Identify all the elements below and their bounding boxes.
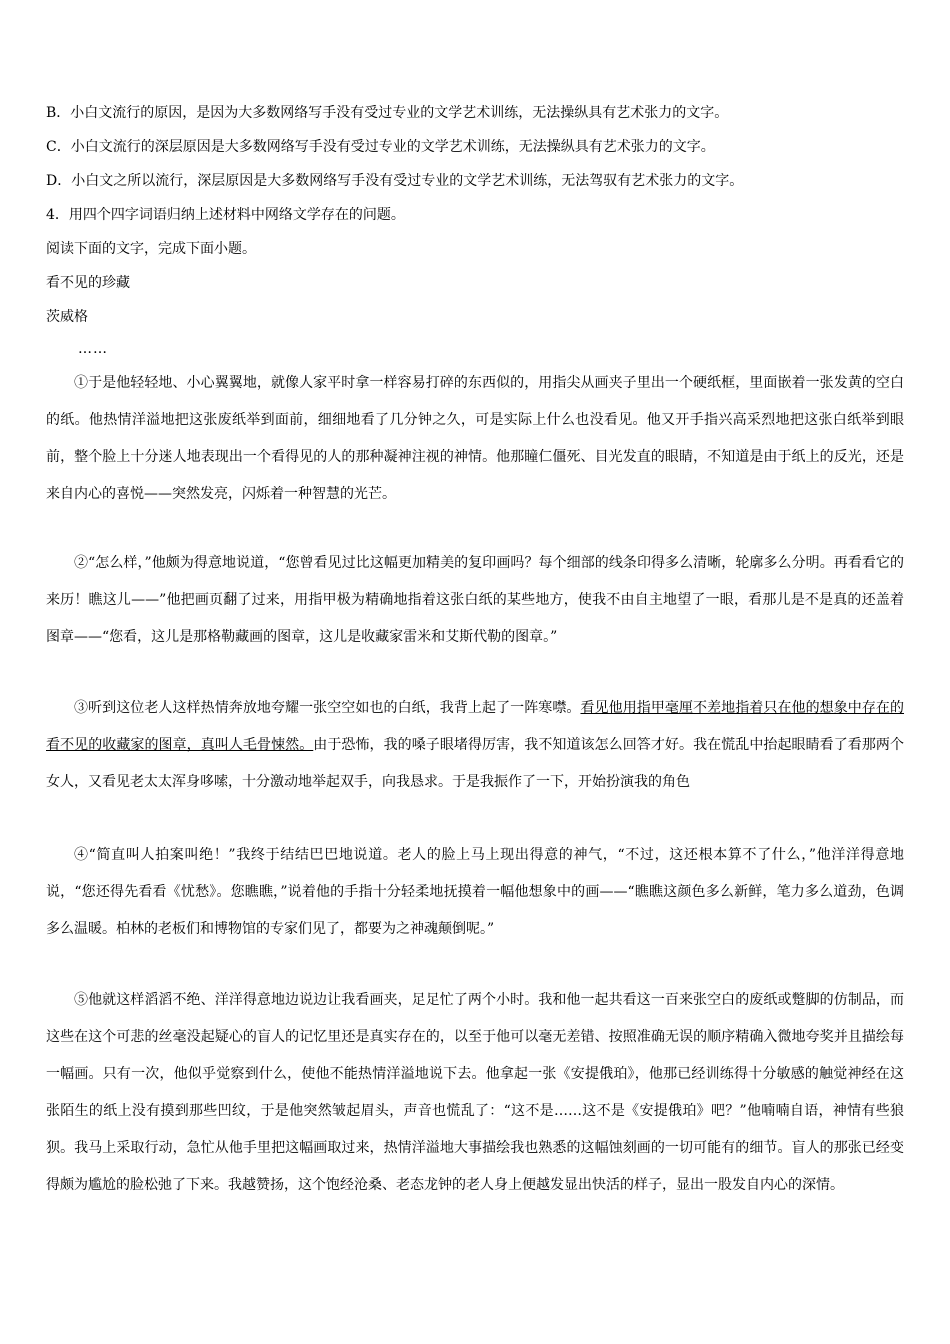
paragraph-3 [46,690,904,801]
article-author: 茨威格 [46,309,88,325]
option-c: C．小白文流行的深层原因是大多数网络写手没有受过专业的文学艺术训练，无法操纵具有艺术张力的文字。 [46,139,715,155]
article-title: 看不见的珍藏 [46,275,130,291]
paragraph-4: ④“简直叫人拍案叫绝！”我终于结结巴巴地说道。老人的脸上马上现出得意的神气，“不过，这还根本算不了什么，”他洋洋得意地说，“您还得先看看《忧愁》。您瞧瞧，”说着他的手指十分轻柔地抚摸着一幅他想象中的画——“瞧瞧这颜色多么新鲜，笔力多么道劲，色调多么温暖。柏林的老板们和博物馆的专家们见了，都要为之神魂颠倒呢。” [46,847,904,937]
underlined-sentence: 看见他用指甲毫厘不差地指着只在他的想象中存在的看不见的收藏家的图章，真叫人毛骨悚然。 [46,700,905,753]
article-ellipsis: …… [78,341,108,357]
paragraph-5: ⑤他就这样滔滔不绝、洋洋得意地边说边让我看画夹，足足忙了两个小时。我和他一起共看这一百来张空白的废纸或蹩脚的仿制品，而这些在这个可悲的丝毫没起疑心的盲人的记忆里还是真实存在的，以至于他可以毫无差错、按照准确无误的顺序精确入微地夸奖并且描绘每一幅画。只有一次，他似乎觉察到什么，使他不能热情洋溢地说下去。他拿起一张《安提俄珀》，他那已经训练得十分敏感的触觉神经在这张陌生的纸上没有摸到那些凹纹，于是他突然皱起眉头，声音也慌乱了：“这不是……这不是《安提俄珀》吧？”他喃喃自语，神情有些狼狈。我马上采取行动，急忙从他手里把这幅画取过来，热情洋溢地大事描绘我也熟悉的这幅蚀刻画的一切可能有的细节。盲人的那张已经变得颇为尴尬的脸松弛了下来。我越赞扬，这个饱经沧桑、老态龙钟的老人身上便越发显出快活的样子，显出一股发自内心的深情。 [46,992,904,1193]
reading-instruction: 阅读下面的文字，完成下面小题。 [46,241,256,257]
paragraph-3-start: ③听到这位老人这样热情奔放地夸耀一张空空如也的白纸，我背上起了一阵寒噤。 [74,700,581,716]
option-b: B．小白文流行的原因，是因为大多数网络写手没有受过专业的文学艺术训练，无法操纵具有艺术张力的文字。 [46,105,729,121]
option-d: D．小白文之所以流行，深层原因是大多数网络写手没有受过专业的文学艺术训练，无法驾驭有艺术张力的文字。 [46,173,744,189]
paragraph-1: ①于是他轻轻地、小心翼翼地，就像人家平时拿一样容易打碎的东西似的，用指尖从画夹子里出一个硬纸框，里面嵌着一张发黄的空白的纸。他热情洋溢地把这张废纸举到面前，细细地看了几分钟之久，可是实际上什么也没看见。他又开手指兴高采烈地把这张白纸举到眼前，整个脸上十分迷人地表现出一个看得见的人的那种凝神注视的神情。他那瞳仁僵死、目光发直的眼睛，不知道是由于纸上的反光，还是来自内心的喜悦——突然发亮，闪烁着一种智慧的光芒。 [46,375,904,502]
question-4: 4．用四个四字词语归纳上述材料中网络文学存在的问题。 [46,207,405,223]
paragraph-2: ②“怎么样，”他颇为得意地说道，“您曾看见过比这幅更加精美的复印画吗？每个细部的线条印得多么清晰，轮廓多么分明。再看看它的来历！瞧这儿——”他把画页翻了过来，用指甲极为精确地指着这张白纸的某些地方，使我不由自主地望了一眼，看那儿是不是真的还盖着图章——“您看，这儿是那格勒藏画的图章，这儿是收藏家雷米和艾斯代勒的图章。” [46,555,904,645]
paragraph-3-end: 由于恐怖，我的嗓子眼堵得厉害，我不知道该怎么回答才好。我在慌乱中抬起眼睛看了看那两个女人，又看见老太太浑身哆嗦，十分激动地举起双手，向我恳求。于是我振作了一下，开始扮演我的角色 [46,737,904,790]
